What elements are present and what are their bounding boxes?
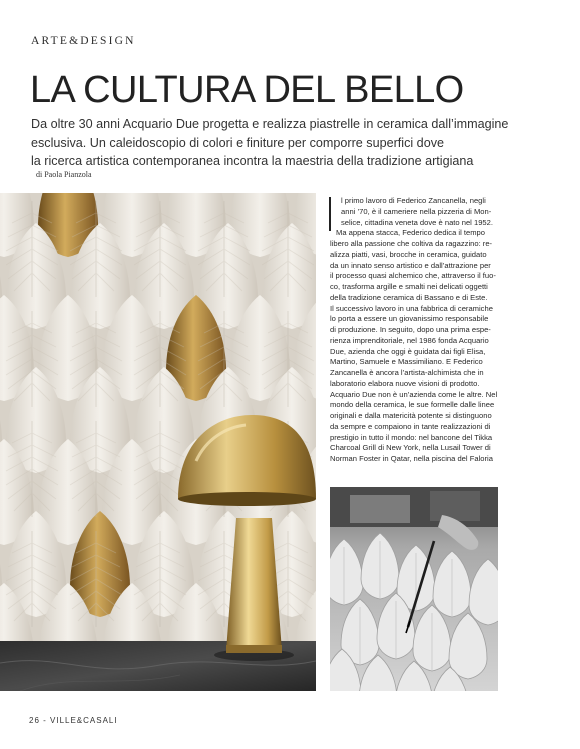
body-line: Zancanella è ancora l’artista-alchimista che in xyxy=(330,368,484,377)
small-photo xyxy=(330,487,498,691)
article-body xyxy=(330,196,508,465)
subhead-line: esclusiva. Un caleidoscopio di colori e finiture per comporre superfici dove xyxy=(31,135,444,150)
body-line: mondo della ceramica, le sue formelle dalle linee xyxy=(330,400,495,410)
drop-cap-i xyxy=(329,197,331,231)
body-line: Il successivo lavoro in una fabbrica di ceramiche xyxy=(330,303,493,313)
body-line: Martino, Samuele e Massimiliano. E Federico xyxy=(330,357,483,367)
body-line: di produzione. In seguito, dopo una prima espe- xyxy=(330,325,491,334)
headline: LA CULTURA DEL BELLO xyxy=(30,69,464,111)
body-line: Charcoal Grill di New York, nella Lusail Tower di xyxy=(330,443,491,453)
main-photo-illustration xyxy=(0,193,316,691)
body-line: il processo quasi alchemico che, attraverso il fuo- xyxy=(330,271,496,281)
section-label: ARTE&DESIGN xyxy=(31,35,136,47)
body-line: lo porta a essere un giovanissimo responsabile xyxy=(330,314,489,324)
page-folio: 26 - VILLE&CASALI xyxy=(29,716,118,725)
body-line: selice, cittadina veneta dove è nato nel 1952. xyxy=(341,217,493,227)
body-line: Acquario Due non è un’azienda come le altre. Nel xyxy=(330,389,498,399)
body-line: anni ’70, è il cameriere nella pizzeria di Mon- xyxy=(341,206,492,216)
body-line: l primo lavoro di Federico Zancanella, negli xyxy=(341,196,486,205)
body-line: Ma appena stacca, Federico dedica il tempo xyxy=(336,228,486,238)
subhead-line: la ricerca artistica contemporanea incontra la maestria della tradizione artigiana xyxy=(31,154,474,168)
body-line: originali e dalla matericità potente si distinguono xyxy=(330,411,492,420)
body-line: libero alla passione che coltiva da ragazzino: re- xyxy=(330,239,493,248)
body-line: Norman Foster in Qatar, nella piscina del Faloria xyxy=(330,454,493,463)
body-line: Due, azienda che oggi è guidata dai figli Elisa, xyxy=(330,346,486,356)
small-photo-illustration xyxy=(330,487,498,691)
body-line: prestigio in tutto il mondo: nel bancone del Tikka xyxy=(330,432,493,442)
subhead-line: Da oltre 30 anni Acquario Due progetta e realizza piastrelle in ceramica dall’immagine xyxy=(31,117,509,131)
body-line: alizza piatti, vasi, brocche in ceramica, guidato xyxy=(330,249,487,259)
byline: di Paola Pianzola xyxy=(36,170,92,179)
body-line: da un innato senso artistico e dall’attrazione per xyxy=(330,260,491,270)
body-line: della tradizione ceramica di Bassano e di Este. xyxy=(330,292,488,302)
body-line: da sempre e compaiono in tante realizzazioni di xyxy=(330,421,491,431)
main-photo xyxy=(0,193,316,691)
body-line: laboratorio elabora nuove visioni di prodotto. xyxy=(330,378,480,388)
subhead xyxy=(31,115,556,171)
body-line: co, trasforma argille e smalti nei delicati oggetti xyxy=(330,282,488,291)
body-line: rienza imprenditoriale, nel 1986 fonda Acquario xyxy=(330,335,489,345)
